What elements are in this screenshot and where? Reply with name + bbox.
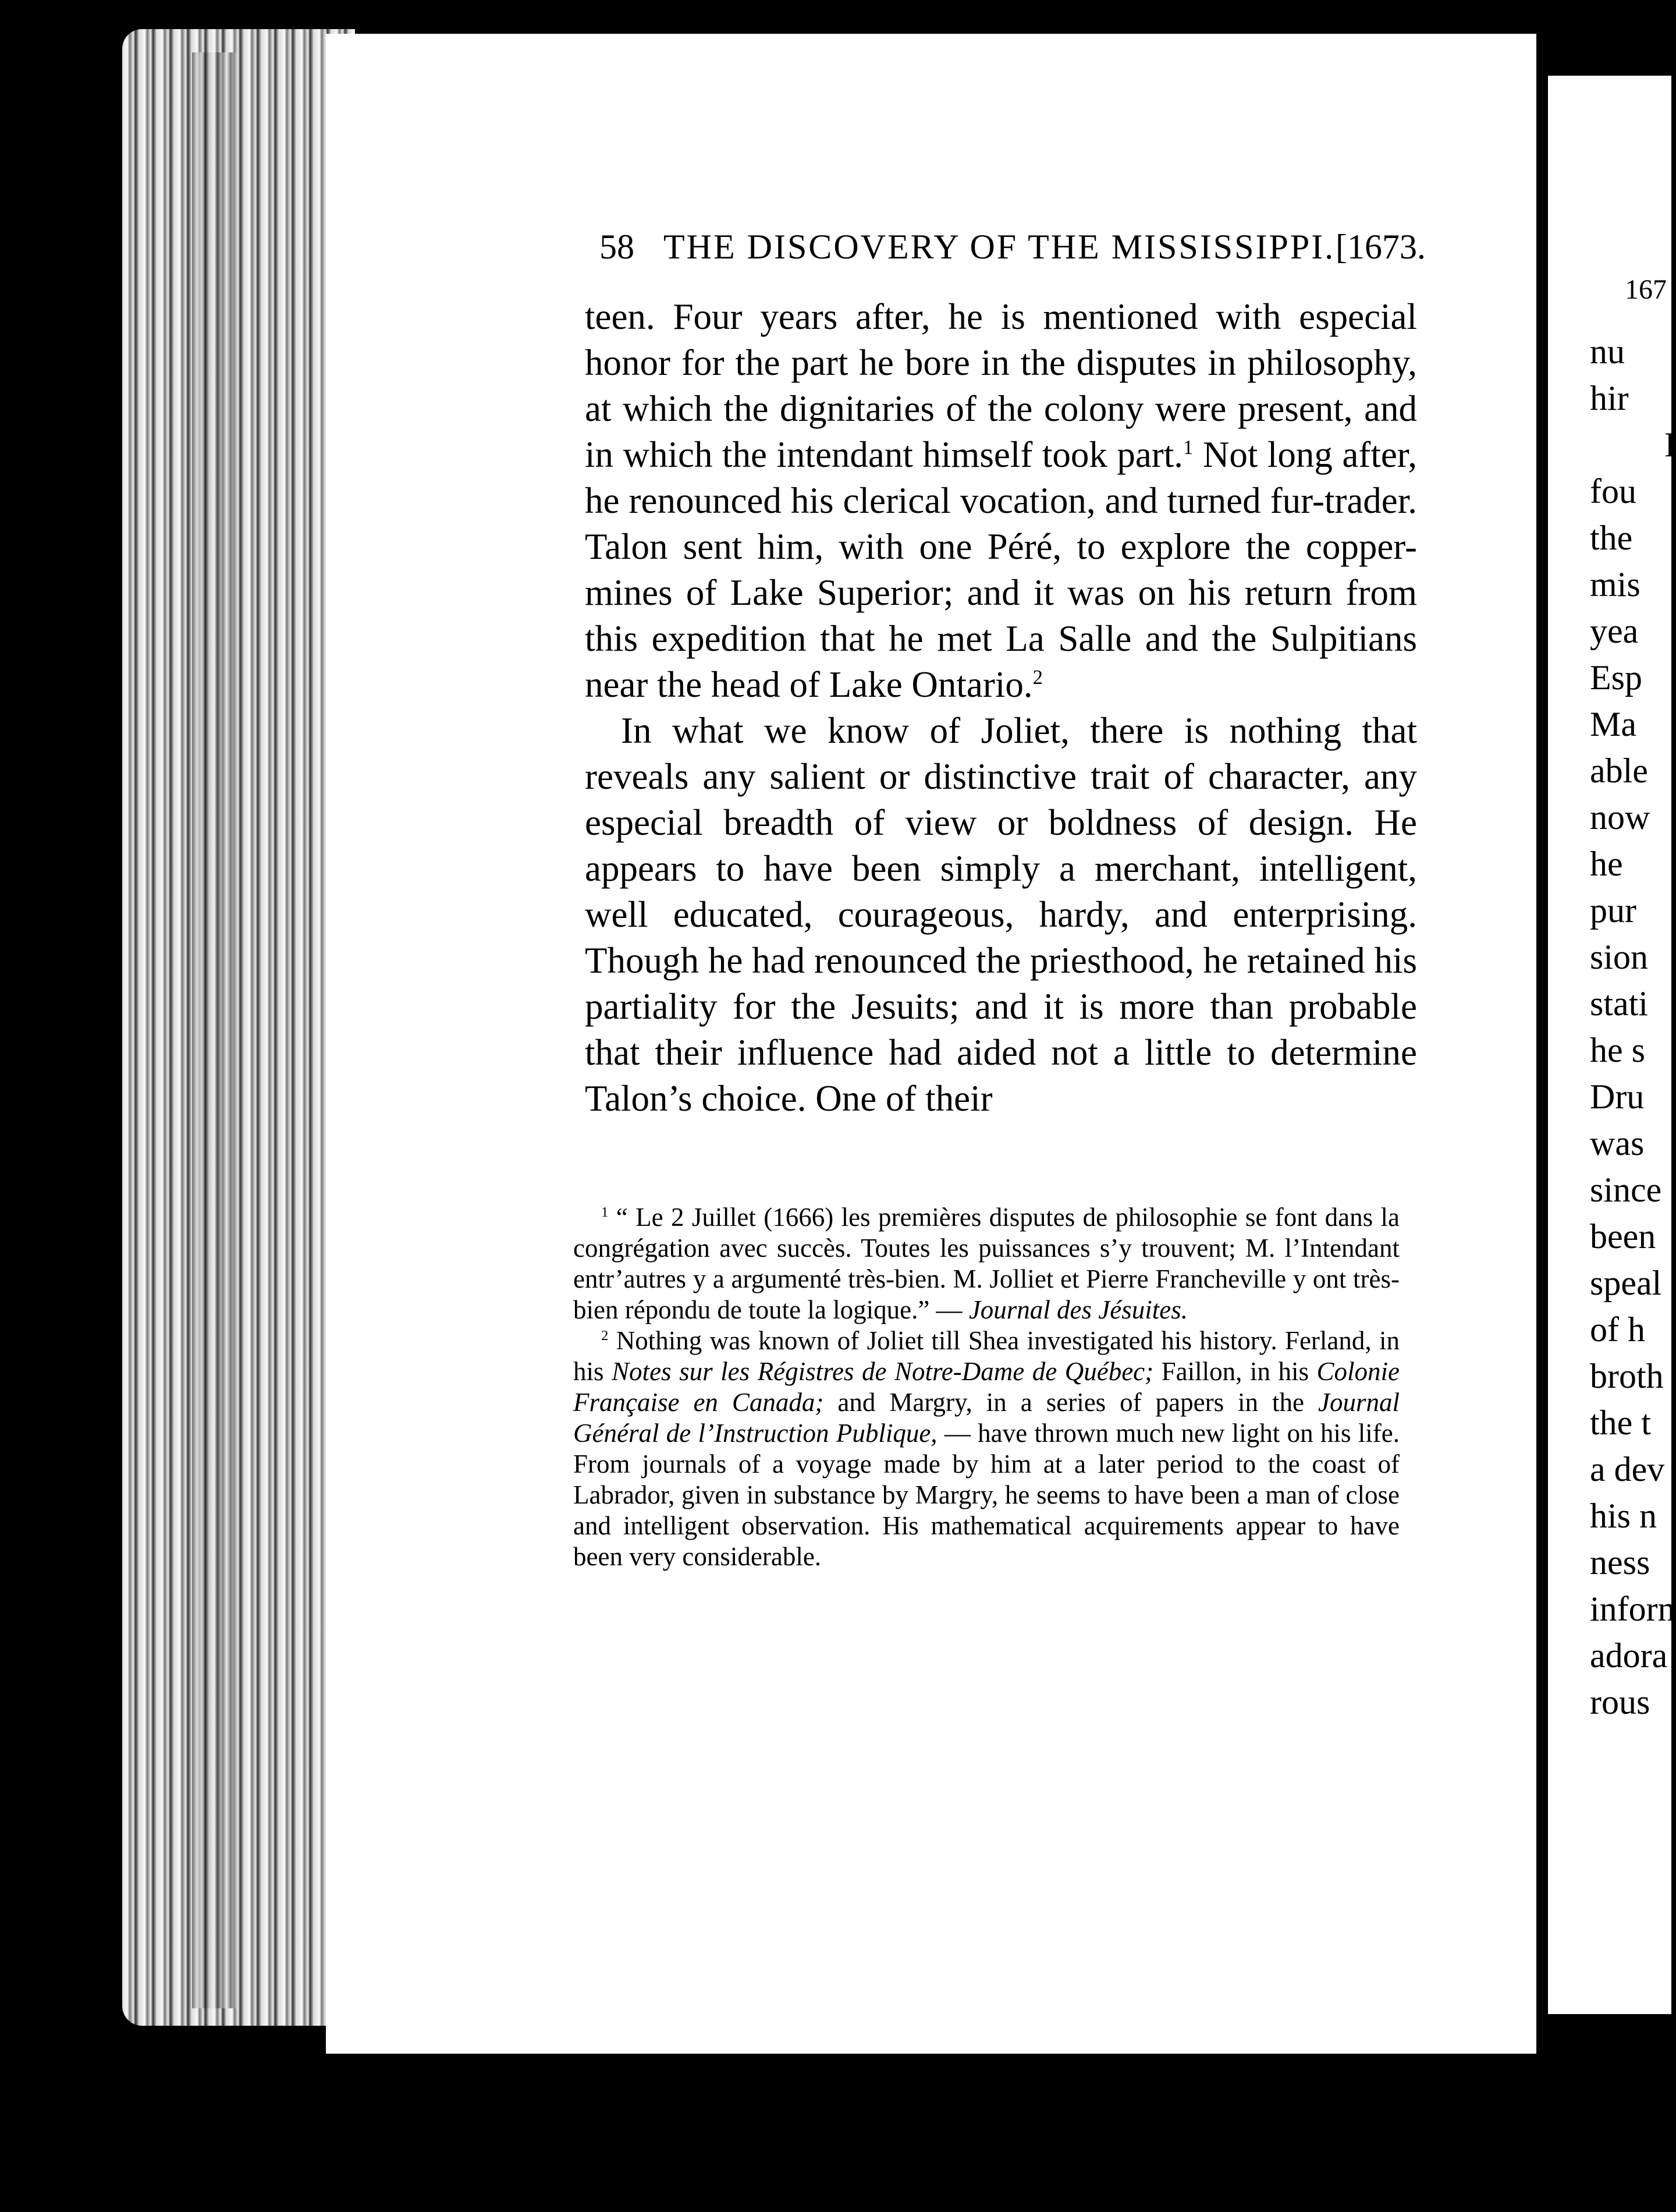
facing-page-line: nu	[1590, 332, 1625, 371]
facing-page-line: was	[1590, 1124, 1645, 1162]
footnote-2-title-2: Colonie Française en Canada;	[573, 1357, 1400, 1417]
facing-page-line: he s	[1590, 1031, 1645, 1069]
header-year: [1673.	[1336, 228, 1426, 266]
facing-page-line: now	[1590, 798, 1650, 836]
facing-page-line: the	[1590, 519, 1633, 557]
facing-page-line: Dru	[1590, 1077, 1645, 1116]
footnote-ref-1: 1	[1183, 437, 1194, 459]
facing-page-line: he	[1590, 845, 1623, 883]
facing-page-line: pur	[1590, 891, 1636, 930]
facing-page-line: rous	[1590, 1683, 1650, 1721]
facing-page-line: Esp	[1590, 658, 1642, 697]
paragraph-1-part-b: Not long after, he renounced his clerical vocation, and turned fur-trader. Talon sent him, with one Péré, to explore the copper-mines of Lake Superior; and it was on his return from this expedition that he met La Salle and the Sulpitians near the head of Lake Ontario.	[585, 434, 1417, 705]
footnote-1-source: Journal des Jésuites.	[968, 1295, 1188, 1324]
facing-page	[1548, 76, 1676, 2014]
facing-page-line: mis	[1590, 565, 1641, 604]
facing-page-line: of h	[1590, 1310, 1645, 1349]
facing-page-line: Ma	[1590, 705, 1636, 743]
footnote-1-text: “ Le 2 Juillet (1666) les premières disputes de philosophie se font dans la congrégation avec succès. Toutes les puissances s’y trouvent; M. l’Intendant entr’autres y a argumenté très-bien. M. Jolliet et Pierre Francheville y ont très-bien répondu de toute la logique.” —	[573, 1203, 1400, 1324]
facing-page-line: a dev	[1590, 1450, 1665, 1488]
facing-page-line: ness	[1590, 1543, 1650, 1582]
footnote-1-mark: 1	[601, 1204, 609, 1220]
facing-page-line: adora	[1590, 1636, 1668, 1675]
footnote-2-text-b: Faillon, in his	[1153, 1357, 1317, 1386]
book-page-edges	[122, 29, 355, 2026]
facing-page-line: since	[1590, 1171, 1662, 1209]
facing-page-line: able	[1590, 751, 1648, 790]
paragraph-1-part-a: teen. Four years after, he is mentioned with especial honor for the part he bore in the disputes in philosophy, at which the dignitaries of the colony were present, and in which the intendant himself took part.	[585, 296, 1417, 475]
facing-page-line: his n	[1590, 1497, 1657, 1535]
facing-page-line: hir	[1590, 379, 1629, 417]
paragraph-2: In what we know of Joliet, there is nothing that reveals any salient or distinctive trait of character, any especial breadth of view or boldness of design. He appears to have been simply a merchant, intelligent, well educated, courageous, hardy, and enterprising. Though he had renounced the priesthood, he retained his partiality for the Jesuits; and it is more than probable that their influence had aided not a little to determine Talon’s choice. One of their	[585, 710, 1417, 1119]
facing-page-line: inforn	[1590, 1590, 1675, 1628]
facing-page-line: stati	[1590, 984, 1648, 1023]
footnote-2-title-3: Journal Général de l’Instruction Publique,	[573, 1388, 1400, 1448]
facing-page-header: 167	[1625, 274, 1667, 305]
body-text	[585, 294, 1417, 1122]
footnotes	[573, 1202, 1400, 1572]
facing-page-line: I	[1664, 426, 1676, 464]
page-number: 58	[599, 228, 634, 266]
running-title: THE DISCOVERY OF THE MISSISSIPPI.	[663, 228, 1336, 266]
footnote-2-text-c: and Margry, in a series of papers in the	[823, 1388, 1318, 1417]
book-page-edges-shadow	[192, 52, 239, 2008]
facing-page-line: sion	[1590, 938, 1649, 976]
footnote-ref-2: 2	[1032, 667, 1043, 689]
footnote-2-text-a: Nothing was known of Joliet till Shea investigated his history. Ferland, in his	[573, 1326, 1400, 1386]
facing-page-line: broth	[1590, 1357, 1664, 1395]
paragraph-1	[585, 294, 1417, 708]
footnote-2	[573, 1325, 1400, 1572]
footnote-2-text-d: — have thrown much new light on his life. From journals of a voyage made by him at a later period to the coast of Labrador, given in substance by Margry, he seems to have been a man of close and intelligent observation. His mathematical acquirements appear to have been very considerable.	[573, 1419, 1400, 1571]
facing-page-line: yea	[1590, 612, 1639, 650]
footnote-2-title-1: Notes sur les Régistres de Notre-Dame de Québec;	[612, 1357, 1154, 1386]
facing-page-line: been	[1590, 1217, 1656, 1256]
facing-page-line: fou	[1590, 472, 1636, 511]
footnote-2-mark: 2	[601, 1328, 609, 1343]
facing-page-line: the t	[1590, 1403, 1651, 1442]
facing-page-line: speal	[1590, 1264, 1662, 1302]
running-header	[599, 227, 1426, 274]
footnote-1	[573, 1202, 1400, 1325]
